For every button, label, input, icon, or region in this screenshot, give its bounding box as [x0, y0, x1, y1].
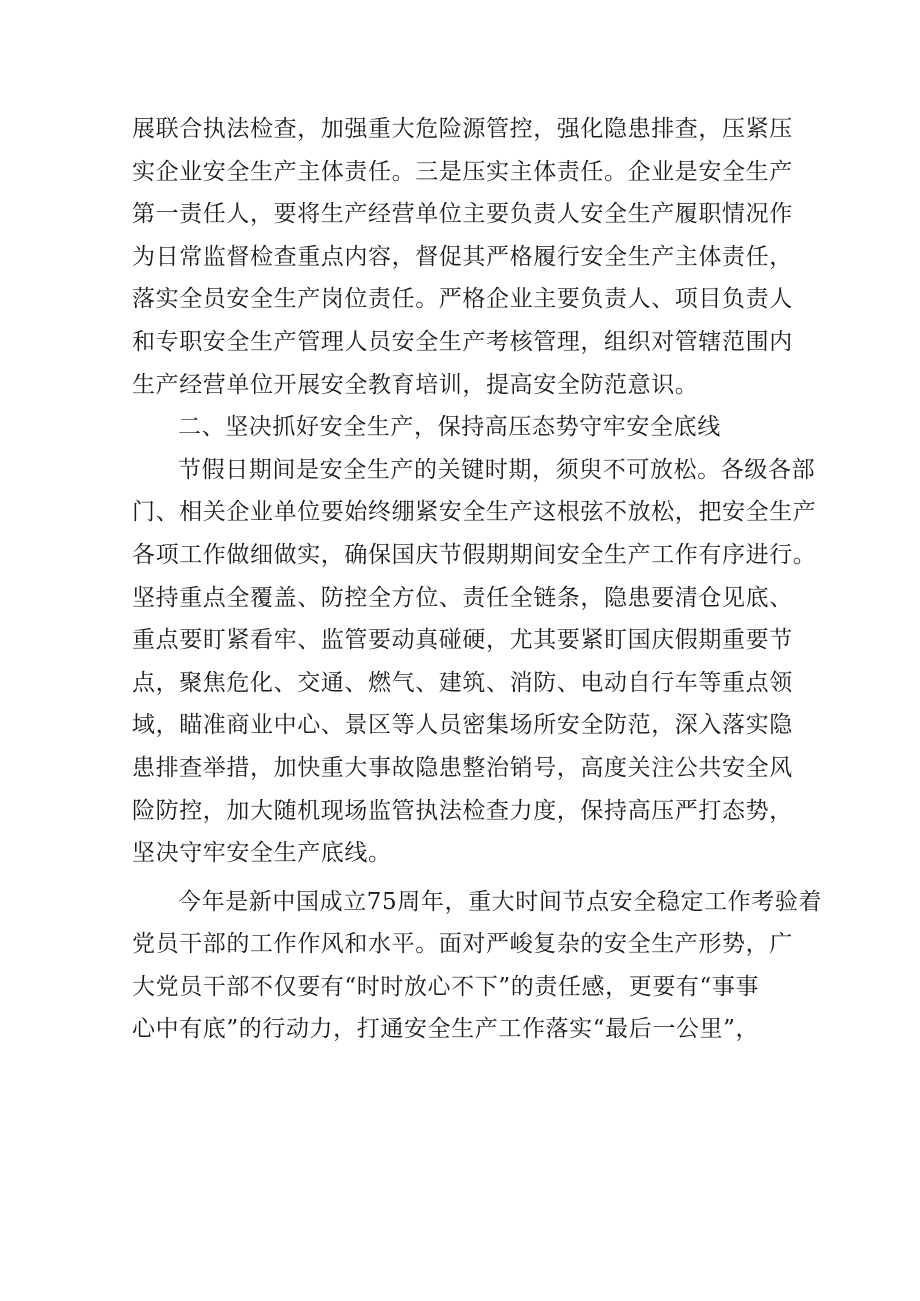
text-line: 点，聚焦危化、交通、燃气、建筑、消防、电动自行车等重点领 [132, 669, 793, 696]
text-line: 域，瞄准商业中心、景区等人员密集场所安全防范，深入落实隐 [132, 712, 793, 739]
text-line: 重点要盯紧看牢、监管要动真碰硬，尤其要紧盯国庆假期重要节 [132, 627, 793, 654]
text-line: 坚决守牢安全生产底线。 [132, 840, 392, 867]
text-line: 今年是新中国成立75周年，重大时间节点安全稳定工作考验着 [178, 888, 823, 915]
text-line: 和专职安全生产管理人员安全生产考核管理，组织对管辖范围内 [132, 328, 793, 355]
text-line: 险防控，加大随机现场监管执法检查力度，保持高压严打态势， [132, 797, 793, 824]
text-line: 心中有底”的行动力，打通安全生产工作落实“最后一公里”， [132, 1016, 760, 1043]
text-line: 大党员干部不仅要有“时时放心不下”的责任感，更要有“事事 [132, 973, 760, 1000]
text-line: 实企业安全生产主体责任。三是压实主体责任。企业是安全生产 [132, 158, 793, 185]
text-line: 落实全员安全生产岗位责任。严格企业主要负责人、项目负责人 [132, 286, 793, 313]
text-line: 第一责任人，要将生产经营单位主要负责人安全生产履职情况作 [132, 201, 793, 228]
text-line: 门、相关企业单位要始终绷紧安全生产这根弦不放松，把安全生产 [132, 499, 817, 526]
document-body [132, 108, 823, 1051]
text-line: 生产经营单位开展安全教育培训，提高安全防范意识。 [132, 371, 699, 398]
text-line: 为日常监督检查重点内容，督促其严格履行安全生产主体责任， [132, 243, 793, 270]
section-heading: 二、坚决抓好安全生产，保持高压态势守牢安全底线 [178, 414, 721, 441]
text-line: 各项工作做细做实，确保国庆节假期期间安全生产工作有序进行。 [132, 541, 817, 568]
text-line: 坚持重点全覆盖、防控全方位、责任全链条，隐患要清仓见底、 [132, 584, 793, 611]
text-line: 展联合执法检查，加强重大危险源管控，强化隐患排查，压紧压 [132, 116, 793, 142]
text-line: 党员干部的工作作风和水平。面对严峻复杂的安全生产形势，广 [132, 931, 793, 958]
text-line: 节假日期间是安全生产的关键时期，须臾不可放松。各级各部 [178, 456, 816, 483]
text-line: 患排查举措，加快重大事故隐患整治销号，高度关注公共安全风 [132, 754, 793, 781]
